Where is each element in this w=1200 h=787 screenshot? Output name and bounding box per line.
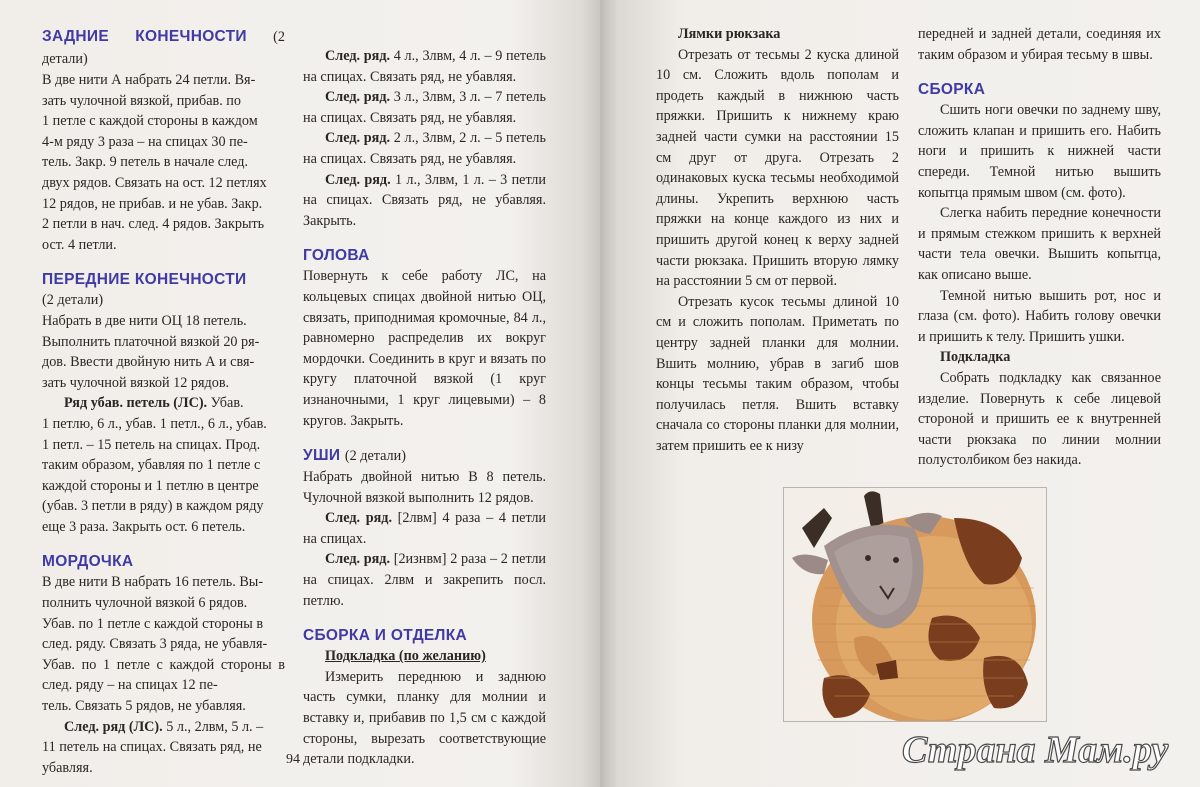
paragraph: След. ряд. [2лвм] 4 раза – 4 петли на спицах. bbox=[303, 510, 546, 547]
paragraph: Измерить переднюю и заднюю часть сумки, планку для молнии и вставку и, прибавив по 1,5 см с каждой стороны, вырезать соответствующие детали подкладки. bbox=[303, 668, 546, 768]
paragraph: передней и задней детали, соединяя их таким образом и убирая тесьму в швы. bbox=[918, 26, 1161, 63]
paragraph: Собрать подкладку как связанное изделие. Повернуть к себе лицевой стороной и пришить ее к внутренней части рюкзака по линии молнии полустолбиком без накида. bbox=[918, 369, 1161, 469]
section-heading: УШИ (2 детали) bbox=[303, 447, 406, 465]
paragraph: След. ряд. 2 л., 3лвм, 2 л. – 5 петель на спицах. Связать ряд, не убавляя. bbox=[303, 130, 546, 167]
section-heading: МОРДОЧКА bbox=[42, 553, 134, 571]
watermark-text: Страна Мам.ру bbox=[902, 729, 1169, 771]
page-number: 94 bbox=[286, 752, 300, 767]
paragraph: Набрать в две нити ОЦ 18 петель. Выполнить платочной вязкой 20 ря- дов. Ввести двойную нить А и свя- зать чулочной вязкой 12 рядов. bbox=[42, 312, 260, 391]
paragraph: Темной нитью вышить рот, нос и глаза (см. фото). Набить голову овечки и пришить к телу. Пришить ушки. bbox=[918, 287, 1161, 345]
paragraph: След. ряд (ЛС). 5 л., 2лвм, 5 л. – 11 петель на спицах. Связать ряд, не убавляя. bbox=[42, 718, 264, 776]
section-heading: ЗАДНИЕ КОНЕЧНОСТИ (2 детали) bbox=[42, 28, 285, 67]
section-heading: ПЕРЕДНИЕ КОНЕЧНОСТИ bbox=[42, 271, 247, 289]
right-column-2 bbox=[918, 24, 1161, 471]
subsection-heading: Подкладка (по желанию) bbox=[325, 648, 486, 665]
left-column-2 bbox=[303, 46, 546, 770]
paragraph: В две нити В набрать 16 петель. Вы- полнить чулочной вязкой 6 рядов. Убав. по 1 петле с каждой стороны в след. ряду. Связать 3 ряда, не убавля- Убав. по 1 петле с каждой стороны в след. ряду – на спицах 12 пе- тель. Связать 5 рядов, не убавляя. bbox=[42, 574, 285, 715]
paragraph: След. ряд. 3 л., 3лвм, 3 л. – 7 петель на спицах. Связать ряд, не убавляя. bbox=[303, 89, 546, 126]
paragraph: В две нити А набрать 24 петли. Вя- зать чулочной вязкой, прибав. по 1 петле с каждой стороны в каждом 4-м ряду 3 раза – на спицах 30 пе- тель. Закр. 9 петель в начале след. двух рядов. Связать на ост. 12 петлях 12 рядов, не прибав. и не убав. Закр. 2 петли в нач. след. 4 рядов. Закрыть ост. 4 петли. bbox=[42, 72, 267, 253]
section-heading: СБОРКА bbox=[918, 81, 986, 99]
paragraph: Слегка набить передние конечности и прямым стежком пришить к верхней части тела овечки. Вышить копытца, как описано выше. bbox=[918, 205, 1161, 283]
paragraph: Повернуть к себе работу ЛС, на кольцевых спицах двойной нитью ОЦ, связать, приподнимая кромочные, 84 л., равномерно распределив их вокруг мордочки. Соединить в круг и вязать по кругу платочной вязкой (1 круг изнаночными, 1 круг лицевыми) – 8 кругов. Закрыть. bbox=[303, 268, 546, 429]
paragraph: След. ряд. [2изнвм] 2 раза – 2 петли на спицах. 2лвм и закрепить посл. петлю. bbox=[303, 551, 546, 609]
section-heading: ГОЛОВА bbox=[303, 247, 370, 265]
site-watermark bbox=[898, 722, 1198, 776]
right-column-1 bbox=[656, 24, 899, 456]
paragraph: След. ряд. 1 л., 3лвм, 1 л. – 3 петли на спицах. Связать ряд, не убавляя. Закрыть. bbox=[303, 171, 546, 229]
subsection-heading: Лямки рюкзака bbox=[678, 26, 781, 42]
paragraph: Ряд убав. петель (ЛС). Убав. 1 петлю, 6 л., убав. 1 петл., 6 л., убав. 1 петл. – 15 петель на спицах. Прод. таким образом, убавляя по 1 петле с каждой стороны и 1 петлю в центре (убав. 3 петли в ряду) в каждом ряду еще 3 раза. Закрыть ост. 6 петель. bbox=[42, 395, 267, 535]
paragraph: Набрать двойной нитью В 8 петель. Чулочной вязкой выполнить 12 рядов. bbox=[303, 469, 546, 506]
paragraph: Сшить ноги овечки по заднему шву, сложить клапан и пришить его. Набить ноги и пришить к нижней части спереди. Темной нитью вышить копытца прямым швом (см. фото). bbox=[918, 102, 1161, 201]
left-column-1 bbox=[42, 26, 285, 778]
paragraph: Отрезать кусок тесьмы длиной 10 см и сложить пополам. Приметать по центру задней планки для молнии. Вшить молнию, убрав в загиб шов концы тесьмы таким образом, чтобы получилась петля. Вшить вставку сначала со стороны планки для молнии, затем пришить ее к низу bbox=[656, 293, 899, 454]
section-heading: СБОРКА И ОТДЕЛКА bbox=[303, 627, 467, 645]
section-subtitle: (2 детали) bbox=[42, 292, 104, 309]
paragraph: Отрезать от тесьмы 2 куска длиной 10 см. Сложить вдоль пополам и продеть каждый в нижнюю часть пряжки. Пришить к нижнему краю задней части сумки на расстоянии 15 см друг от друга. Отрезать 2 одинаковых куска тесьмы необходимой длины. Укрепить верхнюю часть пряжки на конце каждого из них и пришить другой конец к верху задней части рюкзака. Пришить вторую лямку на расстоянии 5 см от первой. bbox=[656, 46, 899, 290]
paragraph: След. ряд. 4 л., 3лвм, 4 л. – 9 петель на спицах. Связать ряд, не убавляя. bbox=[303, 48, 546, 85]
sheep-backpack-photo bbox=[783, 487, 1047, 722]
subsection-heading: Подкладка bbox=[940, 349, 1011, 366]
